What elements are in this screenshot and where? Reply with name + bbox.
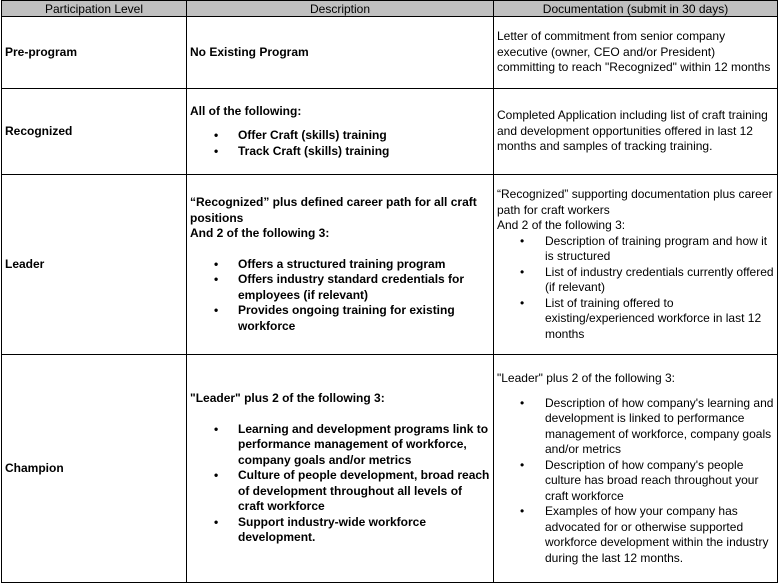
bullet-icon: • <box>214 128 219 143</box>
bullet-icon: • <box>214 272 219 286</box>
description-list <box>190 257 491 335</box>
header-level: Participation Level <box>2 1 187 17</box>
list-item: • Track Craft (skills) training <box>214 143 390 158</box>
documentation-cell: Letter of commitment from senior company executive (owner, CEO and/or President) committing to reach "Recognized" within 12 months <box>494 17 778 89</box>
description-intro: "Leader" plus 2 of the following 3: <box>190 391 385 406</box>
bullet-icon: • <box>214 256 219 271</box>
list-item: • Support industry-wide workforce development. <box>214 514 427 545</box>
documentation-cell <box>494 355 778 583</box>
documentation-intro-2: And 2 of the following 3: <box>497 218 626 232</box>
list-item: • List of industry credentials currently offered (if relevant) <box>520 264 774 294</box>
documentation-intro: "Leader" plus 2 of the following 3: <box>497 371 675 385</box>
description-intro-2: And 2 of the following 3: <box>190 226 330 240</box>
bullet-icon: • <box>520 504 525 518</box>
description-intro: All of the following: <box>190 103 302 118</box>
list-item: • Description of how company's people culture has broad reach throughout your craft workforce <box>520 457 759 503</box>
list-item: • List of training offered to existing/experienced workforce in last 12 months <box>520 295 762 341</box>
bullet-icon: • <box>520 457 525 472</box>
bullet-icon: • <box>520 295 525 310</box>
bullet-icon: • <box>214 514 219 529</box>
list-item: • Provides ongoing training for existing workforce <box>214 303 455 333</box>
level-cell: Leader <box>2 175 187 355</box>
documentation-cell: Completed Application including list of craft training and development opportunities offered in last 12 months and samples of tracking training. <box>494 89 778 175</box>
list-item: • Description of training program and how it is structured <box>520 233 768 263</box>
description-cell <box>187 89 494 175</box>
bullet-icon: • <box>520 264 525 279</box>
list-item: • Learning and development programs link to performance management of workforce, company goals and/or metrics <box>214 421 489 467</box>
description-cell: No Existing Program <box>187 17 494 89</box>
bullet-icon: • <box>520 233 525 248</box>
description-list <box>190 422 491 546</box>
list-item: • Offer Craft (skills) training <box>214 128 387 143</box>
row-recognized <box>2 89 778 175</box>
list-item: • Description of how company's learning and development is linked to performance management of workforce, company goals and/or metrics <box>520 395 774 456</box>
bullet-icon: • <box>214 421 219 436</box>
documentation-list <box>497 234 775 343</box>
level-cell: Champion <box>2 355 187 583</box>
header-documentation: Documentation (submit in 30 days) <box>494 1 778 17</box>
description-cell <box>187 175 494 355</box>
row-champion <box>2 355 778 583</box>
header-description: Description <box>187 1 494 17</box>
list-item: • Culture of people development, broad reach of development throughout all levels of craft workforce <box>214 468 490 514</box>
list-item: • Offers a structured training program <box>214 256 446 271</box>
bullet-icon: • <box>214 143 219 158</box>
documentation-cell <box>494 175 778 355</box>
participation-table <box>1 0 778 583</box>
row-preprogram <box>2 17 778 89</box>
bullet-icon: • <box>214 303 219 317</box>
level-cell: Pre-program <box>2 17 187 89</box>
bullet-icon: • <box>520 395 525 410</box>
row-leader <box>2 175 778 355</box>
list-item: • Offers industry standard credentials for employees (if relevant) <box>214 272 465 302</box>
description-list <box>190 128 491 159</box>
bullet-icon: • <box>214 468 219 483</box>
list-item: • Examples of how your company has advocated for or otherwise supported workforce development within the industry during the last 12 months. <box>520 504 769 565</box>
description-intro: “Recognized” plus defined career path for all craft positions <box>190 195 477 225</box>
documentation-intro: “Recognized” supporting documentation plus career path for craft workers <box>497 187 773 217</box>
documentation-list <box>497 396 775 567</box>
level-cell: Recognized <box>2 89 187 175</box>
description-cell <box>187 355 494 583</box>
header-row <box>2 1 778 17</box>
